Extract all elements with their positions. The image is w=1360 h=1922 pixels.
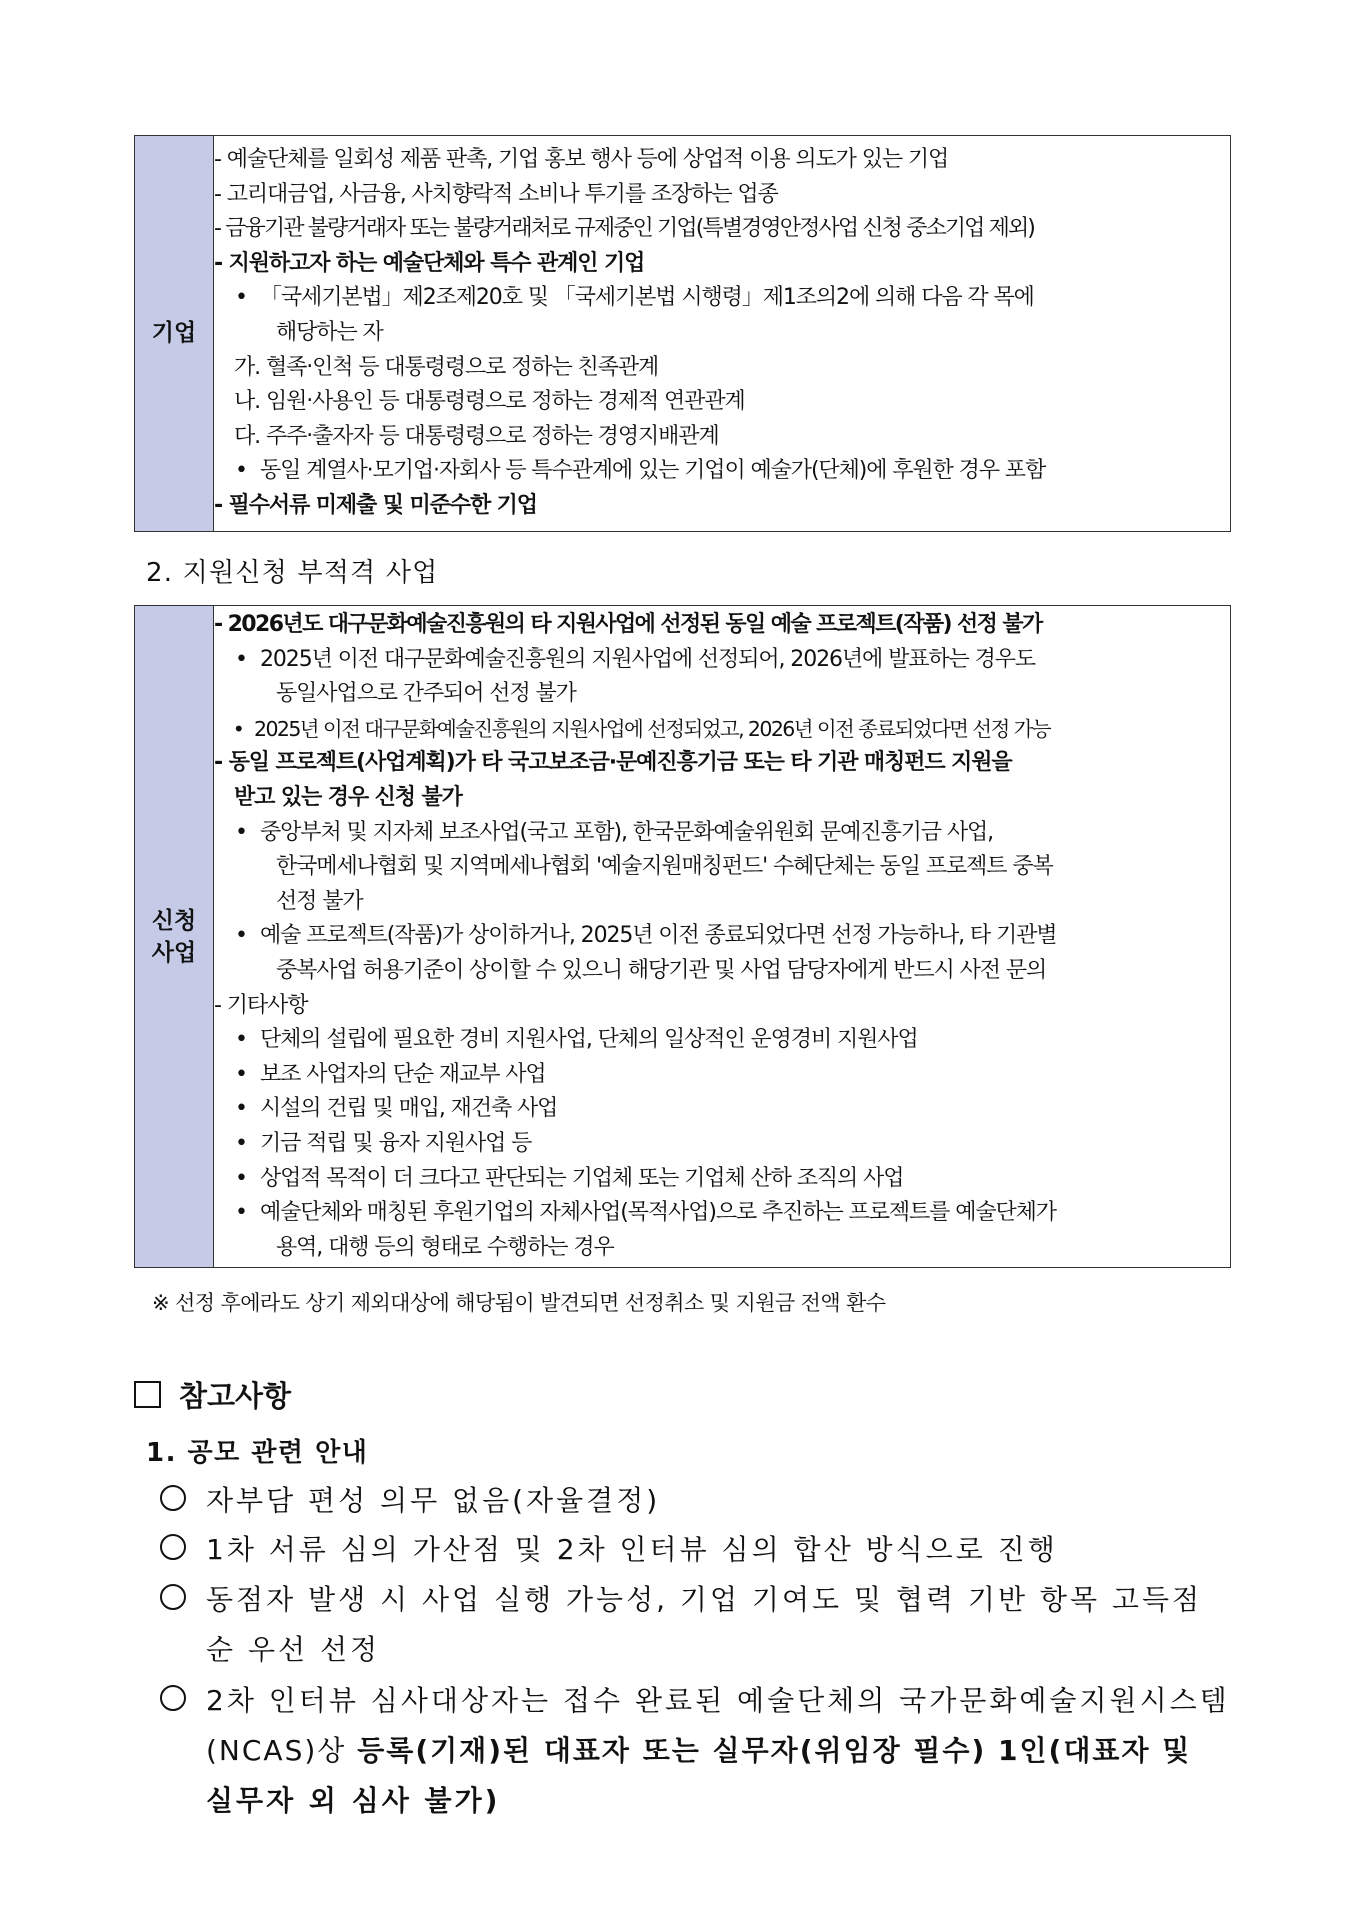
list-item-text: 중앙부처 및 지자체 보조사업(국고 포함), 한국문화예술위원회 문예진흥기금 사업,: [260, 819, 994, 845]
ncas-label: (NCAS)상: [206, 1734, 347, 1767]
list-item-text: 단체의 설립에 필요한 경비 지원사업, 단체의 일상적인 운영경비 지원사업: [260, 1027, 918, 1053]
list-item: [214, 1092, 1230, 1127]
circle-bullet-icon: [160, 1685, 186, 1711]
circle-bullet-icon: [160, 1584, 186, 1610]
list-item: [214, 712, 1230, 747]
list-item: - 동일 프로젝트(사업계획)가 타 국고보조금·문예진흥기금 또는 타 기관 매칭펀드 지원을: [214, 750, 1012, 776]
emphasis-text: 등록(기재)된 대표자 또는 실무자(위임장 필수) 1인(대표자 및: [357, 1734, 1192, 1767]
circle-list-item-continuation: 순 우선 선정: [206, 1633, 381, 1666]
reference-heading: [134, 1374, 291, 1415]
circle-bullet-icon: [160, 1485, 186, 1511]
list-item: [214, 643, 1230, 678]
list-item: - 금융기관 불량거래자 또는 불량거래처로 규제중인 기업(특별경영안정사업 신청 중소기업 제외): [214, 216, 1034, 242]
list-item-text: 기금 적립 및 융자 지원사업 등: [260, 1130, 532, 1156]
table-body-company: [214, 136, 1231, 532]
list-item: 선정 불가: [276, 888, 363, 914]
bullet-icon: •: [235, 646, 247, 672]
circle-list-item: [160, 1679, 1230, 1719]
bullet-icon: •: [235, 923, 247, 949]
list-item-text: 예술단체와 매칭된 후원기업의 자체사업(목적사업)으로 추진하는 프로젝트를 예술단체가: [260, 1200, 1056, 1226]
bullet-icon: •: [235, 1096, 247, 1122]
list-item-text: 보조 사업자의 단순 재교부 사업: [260, 1061, 546, 1087]
exclusion-note: ※ 선정 후에라도 상기 제외대상에 해당됨이 발견되면 선정취소 및 지원금 전액 환수: [152, 1291, 886, 1315]
list-item-text: 「국세기본법」제2조제20호 및 「국세기본법 시행령」제1조의2에 의해 다음 각 목에: [260, 285, 1034, 311]
bullet-icon: •: [235, 285, 247, 311]
list-item: 나. 임원‧사용인 등 대통령령으로 정하는 경제적 연관관계: [234, 389, 745, 415]
list-item: - 고리대금업, 사금융, 사치향락적 소비나 투기를 조장하는 업종: [214, 181, 778, 207]
list-item: [214, 281, 1230, 316]
list-item-text: 2025년 이전 대구문화예술진흥원의 지원사업에 선정되어, 2026년에 발표하는 경우도: [260, 646, 1036, 672]
ineligible-company-table: [134, 135, 1231, 532]
bullet-icon: •: [235, 1165, 247, 1191]
list-item-text: 상업적 목적이 더 크다고 판단되는 기업체 또는 기업체 산하 조직의 사업: [260, 1165, 904, 1191]
list-item-text: 시설의 건립 및 매입, 재건축 사업: [260, 1096, 558, 1122]
list-item-text: 예술 프로젝트(작품)가 상이하거나, 2025년 이전 종료되었다면 선정 가능하나, 타 기관별: [260, 923, 1057, 949]
list-item: [214, 1023, 1230, 1058]
bullet-icon: •: [235, 1200, 247, 1226]
table-label-company: 기업: [135, 136, 214, 532]
circle-list-item: [160, 1479, 660, 1519]
bullet-icon: •: [235, 1061, 247, 1087]
list-item: - 지원하고자 하는 예술단체와 특수 관계인 기업: [214, 250, 645, 276]
list-item: 용역, 대행 등의 형태로 수행하는 경우: [276, 1234, 614, 1260]
circle-bullet-icon: [160, 1534, 186, 1560]
table-body-project: [214, 606, 1231, 1268]
list-item: [214, 1196, 1230, 1231]
list-item: - 필수서류 미제출 및 미준수한 기업: [214, 492, 537, 518]
list-item: 동일사업으로 간주되어 선정 불가: [276, 681, 576, 707]
bullet-icon: •: [235, 1027, 247, 1053]
list-item: 받고 있는 경우 신청 불가: [234, 784, 462, 810]
circle-list-item-text: 2차 인터뷰 심사대상자는 접수 완료된 예술단체의 국가문화예술지원시스템: [206, 1684, 1230, 1717]
table-label-line: 신청: [151, 907, 197, 934]
list-item: [214, 919, 1230, 954]
reference-heading-text: 참고사항: [179, 1379, 292, 1413]
circle-list-item-continuation: [206, 1729, 1191, 1769]
list-item: [214, 816, 1230, 851]
checkbox-square-icon: [134, 1381, 161, 1408]
subsection-heading: 1. 공모 관련 안내: [146, 1438, 369, 1468]
table-label-line: 사업: [151, 939, 197, 966]
circle-list-item: [160, 1528, 1058, 1568]
list-item: [214, 1162, 1230, 1197]
table-label-project: [135, 606, 214, 1268]
list-item: [214, 1058, 1230, 1093]
list-item: 한국메세나협회 및 지역메세나협회 '예술지원매칭펀드' 수혜단체는 동일 프로젝트 중복: [276, 854, 1053, 880]
list-item: [214, 454, 1230, 489]
bullet-icon: •: [235, 819, 247, 845]
ineligible-project-table: [134, 605, 1231, 1268]
circle-list-item-text: 1차 서류 심의 가산점 및 2차 인터뷰 심의 합산 방식으로 진행: [206, 1533, 1058, 1566]
list-item: 해당하는 자: [276, 319, 383, 345]
list-item-text: 2025년 이전 대구문화예술진흥원의 지원사업에 선정되었고, 2026년 이전 종료되었다면 선정 가능: [254, 716, 1051, 741]
list-item: - 기타사항: [214, 992, 308, 1018]
list-item: [214, 1127, 1230, 1162]
section-heading: 2. 지원신청 부적격 사업: [146, 558, 439, 588]
circle-list-item-text: 자부담 편성 의무 없음(자율결정): [206, 1484, 661, 1517]
list-item: 다. 주주‧출자자 등 대통령령으로 정하는 경영지배관계: [234, 423, 719, 449]
list-item: - 2026년도 대구문화예술진흥원의 타 지원사업에 선정된 동일 예술 프로젝트(작품) 선정 불가: [214, 612, 1042, 637]
bullet-icon: •: [235, 1130, 247, 1156]
list-item: - 예술단체를 일회성 제품 판촉, 기업 홍보 행사 등에 상업적 이용 의도가 있는 기업: [214, 147, 949, 172]
bullet-icon: •: [232, 716, 244, 741]
circle-list-item: [160, 1578, 1202, 1618]
list-item: 중복사업 허용기준이 상이할 수 있으니 해당기관 및 사업 담당자에게 반드시 사전 문의: [276, 957, 1047, 983]
list-item-text: 동일 계열사·모기업·자회사 등 특수관계에 있는 기업이 예술가(단체)에 후원한 경우 포함: [260, 458, 1046, 484]
bullet-icon: •: [235, 458, 247, 484]
list-item: 가. 혈족‧인척 등 대통령령으로 정하는 친족관계: [234, 354, 659, 380]
circle-list-item-text: 동점자 발생 시 사업 실행 가능성, 기업 기여도 및 협력 기반 항목 고득점: [206, 1583, 1203, 1616]
circle-list-item-continuation: 실무자 외 심사 불가): [206, 1784, 501, 1817]
